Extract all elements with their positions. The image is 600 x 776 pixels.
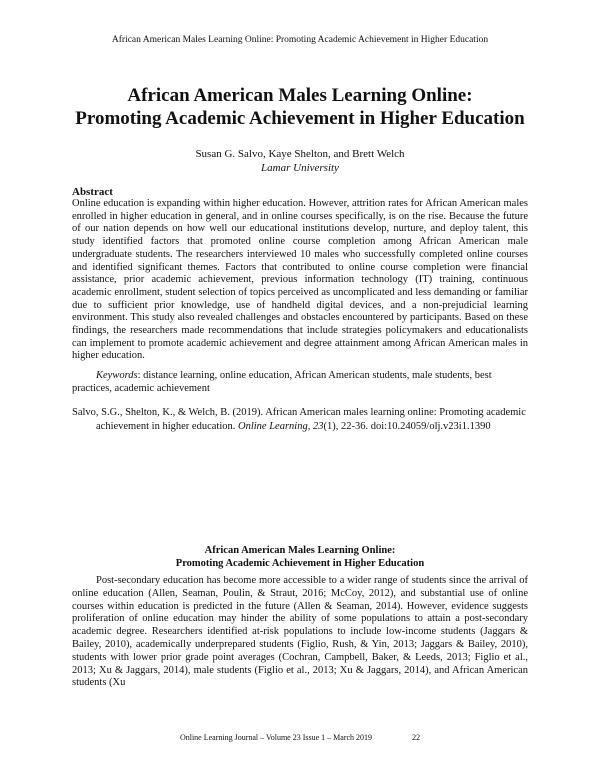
page-number: 22 [412,733,421,742]
section-title-line-2: Promoting Academic Achievement in Higher Education [175,558,425,569]
citation-part-2: (1), 22-36. doi:10.24059/olj.v23i1.1390 [323,420,491,432]
title-line-1: African American Males Learning Online: [127,85,473,106]
keywords-label: Keywords [96,370,138,381]
citation [72,406,528,433]
page-footer [0,733,600,743]
section-title [0,544,600,570]
abstract-text: Online education is expanding within higher education. However, attrition rates for African American males enrolled in higher education in general, and in online courses specifically, is on the rise. Because the future of our nation depends on how well our educational institutions develop, nurture, and deploy talent, this study identified factors that promoted online course completion among African American male undergraduate students. The researchers interviewed 10 males who successfully completed online courses and identified significant themes. Factors that contributed to online course completion were financial assistance, prior academic achievement, previous information technology (IT) training, continuous academic enrollment, student selection of topics perceived as uncomplicated and less demanding or familiar due to sufficient prior knowledge, use of handheld digital devices, and a non-prejudicial learning environment. This study also revealed challenges and obstacles encountered by participants. Based on these findings, the researchers made recommendations that include strategies policymakers and educationalists can implement to promote academic achievement and degree attainment among African American males in higher education. [72,198,528,362]
authors: Susan G. Salvo, Kaye Shelton, and Brett Welch [195,148,405,160]
affiliation: Lamar University [261,162,339,174]
running-header: African American Males Learning Online: Promoting Academic Achievement in Higher Education [111,35,489,45]
citation-journal: Online Learning, 23 [238,420,324,432]
section-title-line-1: African American Males Learning Online: [204,545,396,556]
abstract-heading: Abstract [72,186,113,198]
keywords-text: : distance learning, online education, African American students, male students, best practices, academic achievement [72,370,492,394]
citation-part-1: Salvo, S.G., Shelton, K., & Welch, B. (2019). African American males learning online: Promoting academic achievement in higher education. [72,407,526,432]
title-line-2: Promoting Academic Achievement in Higher Education [75,108,525,129]
paper-title [40,84,560,130]
keywords [72,370,528,395]
footer-journal: Online Learning Journal – Volume 23 Issue 1 – March 2019 [179,733,373,742]
body-paragraph: Post-secondary education has become more accessible to a wider range of students since the arrival of online education (Allen, Seaman, Poulin, & Straut, 2016; McCoy, 2012), and substantial use of online courses within education is predicted in the future (Allen & Seaman, 2014). However, evidence suggests proliferation of online education may hinder the ability of some populations to attain a post-secondary academic degree. Researchers identified at-risk populations to include low-income students (Jaggars & Bailey, 2010), academically underprepared students (Figlio, Rush, & Yin, 2013; Jaggars & Bailey, 2010), students with lower prior grade point averages (Cochran, Campbell, Baker, & Leeds, 2013; Figlio et al., 2013; Xu & Jaggars, 2014), male students (Figlio et al., 2013; Xu & Jaggars, 2014), and African American students (Xu [72,575,528,689]
